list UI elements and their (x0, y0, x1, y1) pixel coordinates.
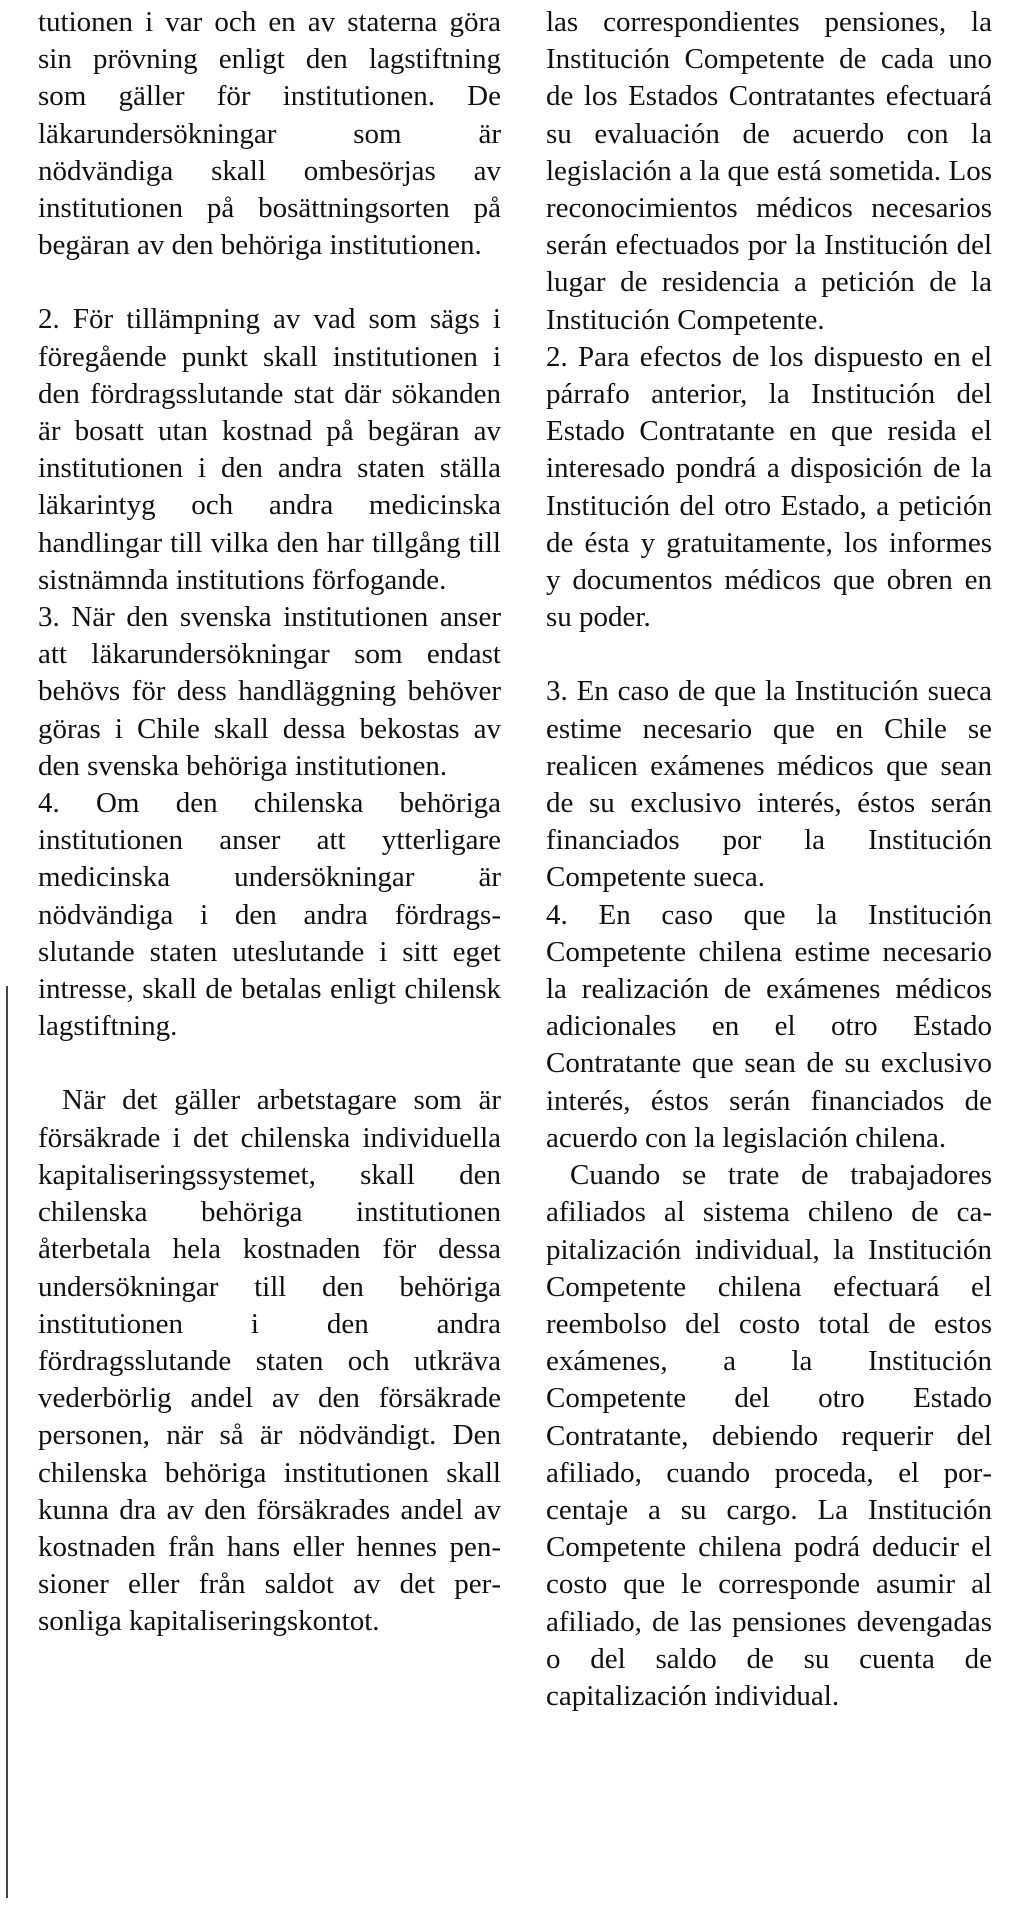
swedish-paragraph-3: 3. När den svenska institutionen anser att läkarundersökningar som endast behövs för dess handläggning behöver göras i Chile skall dessa bekostas av den svenska behöriga institutionen. (38, 601, 501, 782)
swedish-paragraph-5: När det gäller arbetstagare som är försäkrade i det chilenska individuella kapitaliseringssystemet, skall den chilenska behöriga institutionen återbetala hela kostnaden för dessa undersökningar till den behöriga institutionen i den andra fördragsslutande staten och utkräva vederbörlig andel av den försäkrade personen, när så är nödvändigt. Den chilenska behöriga institutionen skall kunna dra av den försäkrades andel av kostnaden från hans eller hennes pensioner eller från saldot av det personliga kapitaliseringskontot. (38, 1084, 501, 1638)
swedish-paragraph-continuation: tutionen i var och en av staterna göra sin prövning enligt den lagstiftning som gäller för institutionen. De läkarundersökningar som är nödvändiga skall ombesörjas av institutionen på bosättningsorten på begäran av den behöriga institutionen. (38, 6, 501, 262)
margin-change-bar (6, 986, 8, 1898)
spanish-paragraph-4: 4. En caso que la Institución Competente chilena estime necesario la realización de exámenes médicos adicionales en el otro Estado Contratante que sean de su exclusivo interés, éstos serán financiados de acuerdo con la legislación chilena. (546, 898, 992, 1154)
spanish-paragraph-3: 3. En caso de que la Institución sueca estime necesario que en Chile se realicen exámenes médicos que sean de su exclusivo interés, éstos serán financiados por la Institución Competente sueca. (546, 675, 992, 894)
swedish-paragraph-4: 4. Om den chilenska behöriga institutionen anser att ytterligare medicinska undersökningar är nödvändiga i den andra fördragsslutande staten uteslutande i sitt eget intresse, skall de betalas enligt chilensk lagstiftning. (38, 787, 501, 1043)
spanish-column (546, 4, 992, 1715)
spanish-paragraph-continuation: las correspondientes pensiones, la Institución Competente de cada uno de los Estados Contratantes efectuará su evaluación de acuerdo con la legislación a la que está sometida. Los reconocimientos médicos necesarios serán efectuados por la Institución del lugar de residencia a petición de la Institución Competente. (546, 6, 992, 336)
spanish-paragraph-2: 2. Para efectos de los dispuesto en el párrafo anterior, la Institución del Estado Contratante en que resida el interesado pondrá a disposición de la Institución del otro Estado, a petición de ésta y gratuitamente, los informes y documentos médicos que obren en su poder. (546, 340, 992, 634)
spanish-paragraph-5: Cuando se trate de trabajadores afiliados al sistema chileno de capitalización individual, la Institución Competente chilena efectuará el reembolso del costo total de estos exámenes, a la Institución Competente del otro Estado Contratante, debiendo requerir del afiliado, cuando proceda, el porcentaje a su cargo. La Institución Competente chilena podrá deducir el costo que le corresponde asumir al afiliado, de las pensiones devengadas o del saldo de su cuenta de capitalización individual. (546, 1159, 992, 1712)
swedish-paragraph-2: 2. För tillämpning av vad som sägs i föregående punkt skall institutionen i den fördragsslutande stat där sökanden är bosatt utan kostnad på begäran av institutionen i den andra staten ställa läkarintyg och andra medicinska handlingar till vilka den har tillgång till sistnämnda institutions förfogande. (38, 303, 501, 596)
swedish-column (38, 4, 501, 1641)
